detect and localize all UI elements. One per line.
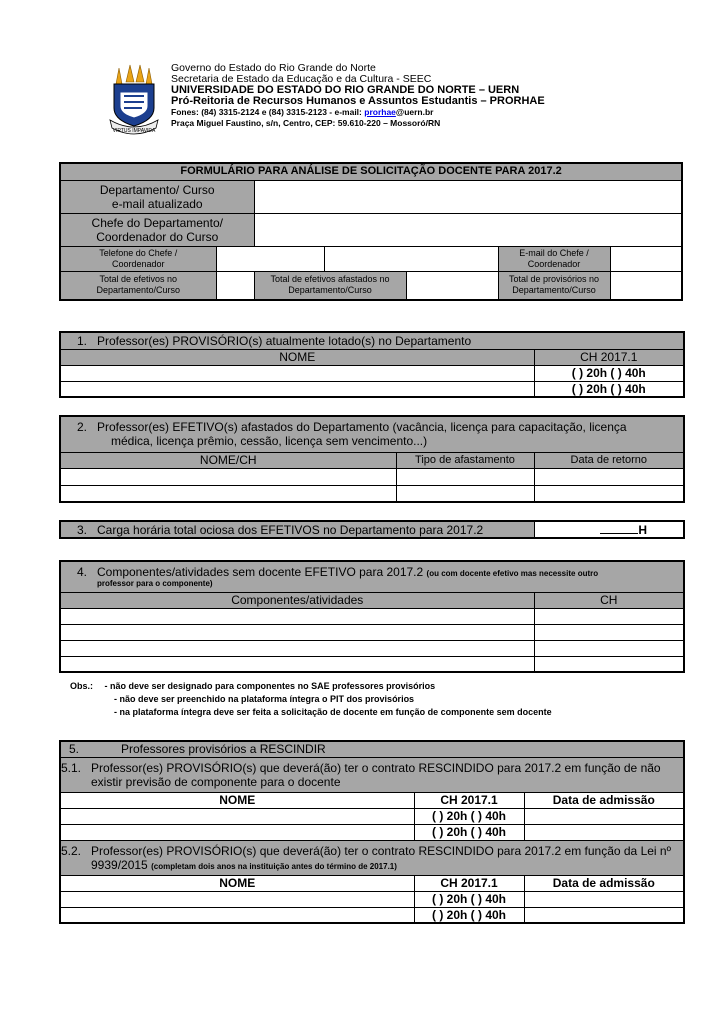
name-field[interactable] xyxy=(60,824,414,840)
col-return-header: Data de retorno xyxy=(534,452,684,468)
component-field[interactable] xyxy=(60,656,534,672)
return-field[interactable] xyxy=(534,485,684,502)
effective-total-field[interactable] xyxy=(216,271,254,300)
chief-phone-label: Telefone do Chefe / Coordenador xyxy=(60,246,216,271)
ch-option[interactable]: ( ) 20h ( ) 40h xyxy=(414,824,524,840)
name-ch-field[interactable] xyxy=(60,485,396,502)
secretariat-line: Secretaria de Estado da Educação e da Cultura - SEEC xyxy=(171,73,432,85)
return-field[interactable] xyxy=(534,468,684,485)
name-field[interactable] xyxy=(60,808,414,824)
provisional-total-field[interactable] xyxy=(610,271,682,300)
ch-field[interactable] xyxy=(534,624,684,640)
chief-phone-field[interactable] xyxy=(216,246,324,271)
university-line: UNIVERSIDADE DO ESTADO DO RIO GRANDE DO NORTE – UERN xyxy=(171,84,520,96)
blank-cell xyxy=(324,246,498,271)
ch-field[interactable] xyxy=(534,656,684,672)
col-ch-header: CH 2017.1 xyxy=(414,792,524,808)
section-3-title: 3. Carga horária total ociosa dos EFETIVOS no Departamento para 2017.2 xyxy=(60,521,534,538)
col-admission-header: Data de admissão xyxy=(524,792,684,808)
name-field[interactable] xyxy=(60,891,414,907)
away-total-label: Total de efetivos afastados no Departamento/Curso xyxy=(254,271,406,300)
obs-line-2: - não deve ser preenchido na plataforma íntegra o PIT dos provisórios xyxy=(114,694,415,704)
letterhead xyxy=(171,63,671,129)
name-ch-field[interactable] xyxy=(60,468,396,485)
component-field[interactable] xyxy=(60,624,534,640)
form-title: FORMULÁRIO PARA ANÁLISE DE SOLICITAÇÃO DOCENTE PARA 2017.2 xyxy=(60,163,682,180)
section-5-table xyxy=(59,740,685,924)
section-5-1-title: 5.1. Professor(es) PROVISÓRIO(s) que deverá(ão) ter o contrato RESCINDIDO para 2017.2 em função de não existir previsão de componente para o docente xyxy=(60,757,684,792)
section-5-2-title: 5.2. Professor(es) PROVISÓRIO(s) que deverá(ão) ter o contrato RESCINDIDO para 2017.2 em função da Lei nº 9939/2015 (completam dois anos na instituição antes do término de 2017.1) xyxy=(60,840,684,875)
section-4-table xyxy=(59,560,685,673)
provisional-total-label: Total de provisórios no Departamento/Curso xyxy=(498,271,610,300)
col-admission-header: Data de admissão xyxy=(524,875,684,891)
admission-field[interactable] xyxy=(524,907,684,923)
chief-field[interactable] xyxy=(254,213,682,246)
observations xyxy=(70,680,670,719)
name-field[interactable] xyxy=(60,907,414,923)
col-ch-header: CH xyxy=(534,592,684,608)
contact-line: Fones: (84) 3315-2124 e (84) 3315-2123 - e-mail: prorhae@uern.br xyxy=(171,107,434,117)
col-name-header: NOME xyxy=(60,792,414,808)
logo-motto: VIRTUS IMPAVIDA xyxy=(112,128,156,134)
ch-option[interactable]: ( ) 20h ( ) 40h xyxy=(414,808,524,824)
ch-option[interactable]: ( ) 20h ( ) 40h xyxy=(534,381,684,397)
col-name-header: NOME xyxy=(60,875,414,891)
department-field[interactable] xyxy=(254,180,682,213)
type-field[interactable] xyxy=(396,485,534,502)
admission-field[interactable] xyxy=(524,824,684,840)
ch-field[interactable] xyxy=(534,608,684,624)
away-total-field[interactable] xyxy=(406,271,498,300)
ch-option[interactable]: ( ) 20h ( ) 40h xyxy=(414,891,524,907)
name-field[interactable] xyxy=(60,381,534,397)
section-1-table xyxy=(59,331,685,398)
col-components-header: Componentes/atividades xyxy=(60,592,534,608)
section-2-title: 2. Professor(es) EFETIVO(s) afastados do Departamento (vacância, licença para capacitação, licença médica, licença prêmio, cessão, licença sem vencimento...) xyxy=(60,416,684,452)
type-field[interactable] xyxy=(396,468,534,485)
name-field[interactable] xyxy=(60,365,534,381)
government-line: Governo do Estado do Rio Grande do Norte xyxy=(171,62,376,74)
section-4-title: 4. Componentes/atividades sem docente EFETIVO para 2017.2 (ou com docente efetivo mas necessite outro professor para o componente) xyxy=(60,561,684,592)
admission-field[interactable] xyxy=(524,891,684,907)
col-name-ch-header: NOME/CH xyxy=(60,452,396,468)
ch-field[interactable] xyxy=(534,640,684,656)
col-type-header: Tipo de afastamento xyxy=(396,452,534,468)
col-name-header: NOME xyxy=(60,349,534,365)
section-1-title: 1. Professor(es) PROVISÓRIO(s) atualmente lotado(s) no Departamento xyxy=(60,332,684,349)
section-2-table xyxy=(59,415,685,503)
component-field[interactable] xyxy=(60,640,534,656)
effective-total-label: Total de efetivos no Departamento/Curso xyxy=(60,271,216,300)
obs-line-3: - na plataforma íntegra deve ser feita a solicitação de docente em função de componente sem docente xyxy=(114,707,552,717)
chief-email-field[interactable] xyxy=(610,246,682,271)
chief-email-label: E-mail do Chefe / Coordenador xyxy=(498,246,610,271)
chief-label: Chefe do Departamento/ Coordenador do Curso xyxy=(60,213,254,246)
idle-hours-field[interactable]: H xyxy=(534,521,684,538)
address-line: Praça Miguel Faustino, s/n, Centro, CEP: 59.610-220 – Mossoró/RN xyxy=(171,118,441,128)
admission-field[interactable] xyxy=(524,808,684,824)
prorectorate-line: Pró-Reitoria de Recursos Humanos e Assuntos Estudantis – PRORHAE xyxy=(171,95,545,107)
col-ch-header: CH 2017.1 xyxy=(534,349,684,365)
obs-line-1: - não deve ser designado para componentes no SAE professores provisórios xyxy=(104,681,436,691)
email-link[interactable]: prorhae xyxy=(364,107,396,117)
ch-option[interactable]: ( ) 20h ( ) 40h xyxy=(414,907,524,923)
col-ch-header: CH 2017.1 xyxy=(414,875,524,891)
department-label: Departamento/ Curso e-mail atualizado xyxy=(60,180,254,213)
request-form-table xyxy=(59,162,683,301)
section-3-table xyxy=(59,520,685,539)
ch-option[interactable]: ( ) 20h ( ) 40h xyxy=(534,365,684,381)
section-5-title: 5. Professores provisórios a RESCINDIR xyxy=(60,741,684,757)
obs-label: Obs.: xyxy=(70,681,94,691)
component-field[interactable] xyxy=(60,608,534,624)
